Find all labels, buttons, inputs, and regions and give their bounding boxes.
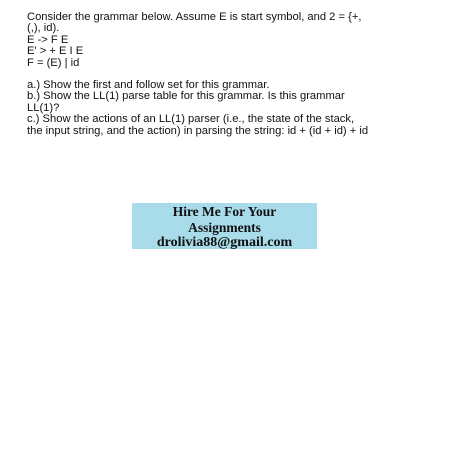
part-b-text: b.) Show the LL(1) parse table for this grammar. Is this grammar	[27, 90, 345, 103]
hire-me-ad-box	[132, 203, 317, 249]
part-b-text-continued: LL(1)?	[27, 101, 60, 114]
ad-headline: Hire Me For Your	[172, 204, 277, 219]
part-a-text: a.) Show the first and follow set for this grammar.	[27, 79, 270, 92]
part-c-text-continued: the input string, and the action) in parsing the string: id + (id + id) + id	[27, 124, 369, 137]
intro-line-1: Consider the grammar below. Assume E is start symbol, and 2 = {+,	[27, 11, 362, 23]
intro-line-2: (,), id).	[27, 22, 60, 35]
ad-subheadline: Assignments	[188, 219, 261, 235]
grammar-rule-2: E' > + E I E	[27, 45, 84, 58]
part-c-text: c.) Show the actions of an LL(1) parser (i.e., the state of the stack,	[27, 113, 355, 126]
grammar-rule-1: E -> F E	[27, 33, 69, 46]
grammar-rule-3: F = (E) | id	[27, 56, 80, 69]
question-text-block	[27, 12, 442, 137]
ad-email: drolivia88@gmail.com	[156, 235, 293, 250]
